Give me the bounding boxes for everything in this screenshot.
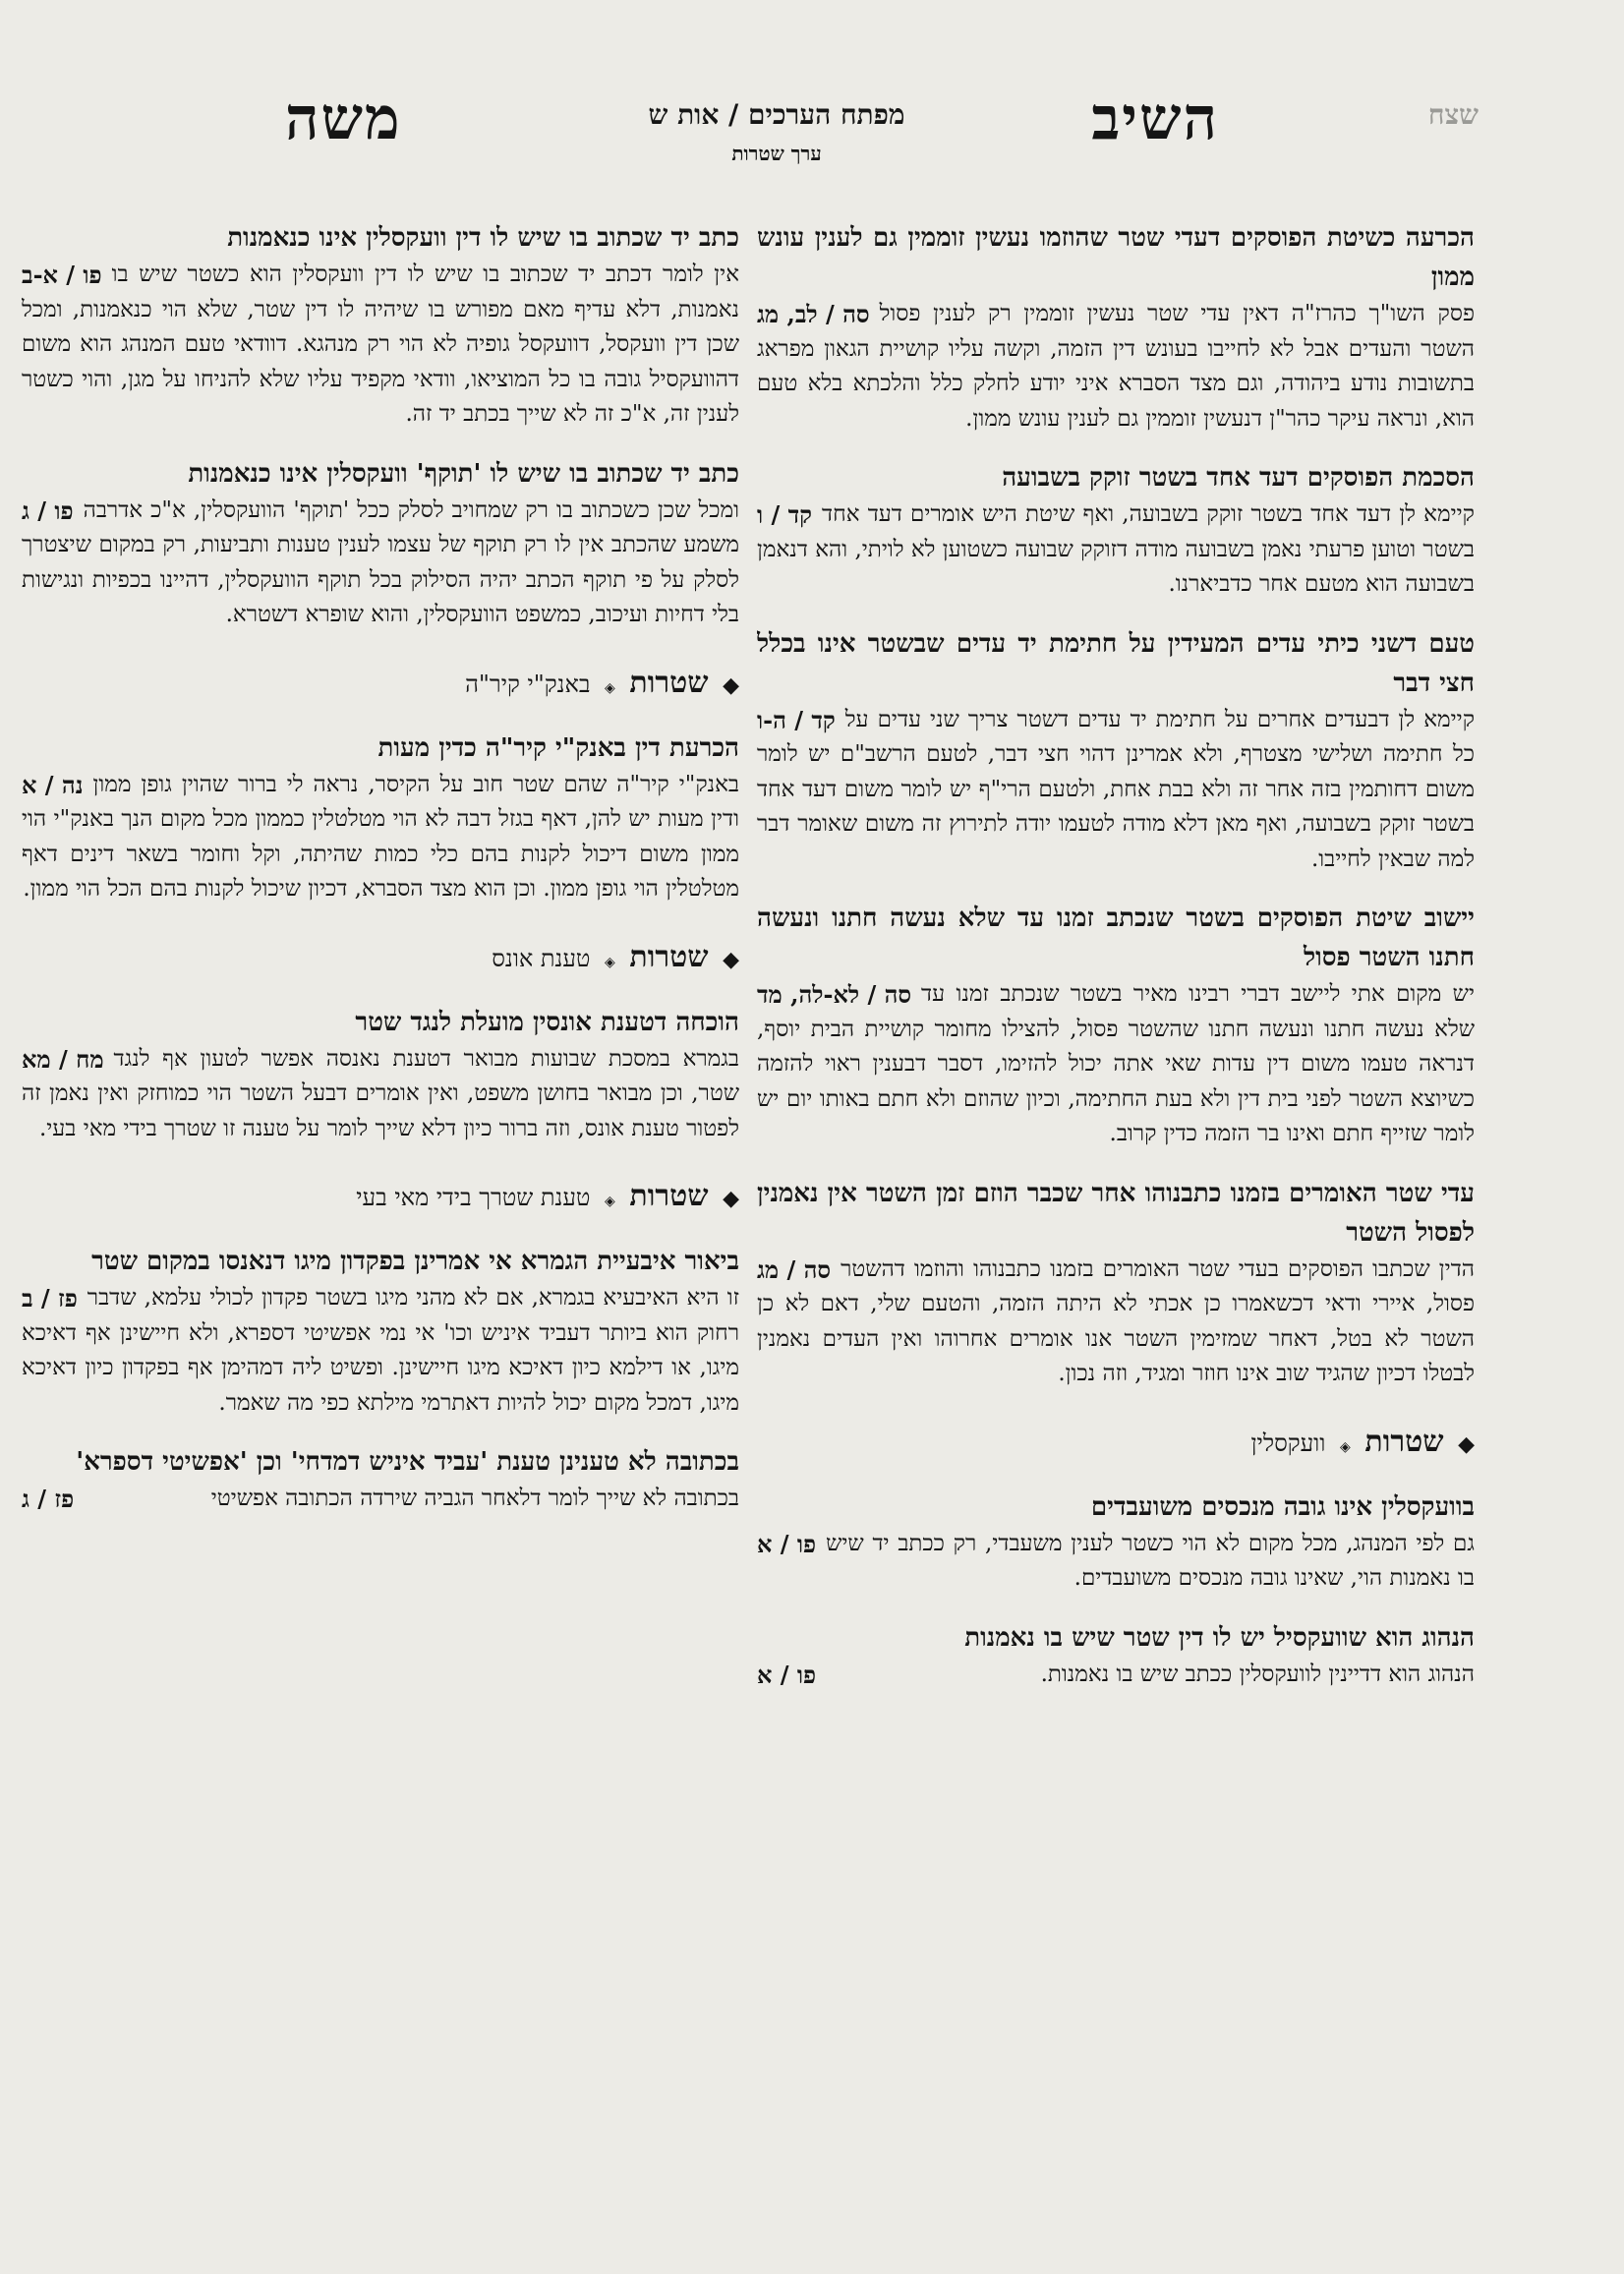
section-heading: [22, 663, 739, 709]
entry-title: טעם דשני כיתי עדים המעידין על חתימת יד עדים שבשטר אינו בכלל חצי דבר: [757, 628, 1475, 698]
entry: [757, 458, 1475, 603]
section-heading: [22, 937, 739, 983]
entry-body: הדין שכתבו הפוסקים בעדי שטר האומרים בזמנו כתבנוהו והוזמו דהשטר פסול, איירי ודאי דכשאמרו כן אכתי לא היתה הזמה, והטעם שלי, דאם לא כן השטר לא בטל, דאחר שמזימין השטר אנו אומרים אחרוהו ואין העדים נאמנין לבטלו דכיון שהגיד שוב אינו חוזר ומגיד, וזה נכון.: [757, 1255, 1475, 1386]
entry-body: קיימא לן דעד אחד בשטר זוקק בשבועה, ואף שיטת היש אומרים דעד אחד בשטר וטוען פרעתי נאמן בשבועה מודה דזוקק שבועה כשטוען לא לויתי, והא דנאמן בשבועה הוא מטעם אחר כדביארנו.: [757, 501, 1475, 597]
diamond-icon: ◆: [723, 947, 739, 972]
section-keyword: שטרות: [629, 665, 709, 700]
section-subtopic: וועקסלין: [1250, 1429, 1326, 1457]
entry-title: הכרעה כשיטת הפוסקים דעדי שטר שהוזמו נעשין זוממין גם לענין עונש ממון: [757, 223, 1475, 292]
entry: [22, 1003, 739, 1147]
entry-reference: מח / מא: [22, 1044, 104, 1074]
entry: [22, 1242, 739, 1421]
entry-reference: נה / א: [22, 770, 84, 799]
entry-body: הנהוג הוא דדיינין לוועקסלין ככתב שיש בו נאמנות.: [1040, 1661, 1475, 1687]
entry-reference: קד / ו: [757, 500, 813, 529]
entry-reference: פו / א-ב: [22, 261, 102, 289]
entry-body: זו היא האיבעיא בגמרא, אם לא מהני מיגו בשטר פקדון לכולי עלמא, שדבר רחוק הוא ביותר דעביד איניש וכו' אי נמי אפשיטי דספרא, ולא חיישינן אף דאיכא מיגו, או דילמא כיון דאיכא מיגו חיישינן. ופשיט ליה דמהימן אף בפקדון כיון דאיכא מיגו, דמכל מקום יכול להיות דאתרמי מילתא כפי מה שאמר.: [22, 1285, 739, 1416]
entry: [22, 729, 739, 907]
section-heading: [757, 1422, 1475, 1468]
entry-body: אין לומר דכתב יד שכתוב בו שיש לו דין וועקסלין הוא כשטר שיש בו נאמנות, דלא עדיף מאם מפורש בו שיהיה לו דין שטר, שלא הוי כנאמנות, ומכל שכן דין וועקסל, דוועקסל גופיה לא הוי רק מנהגא. דוודאי טעם המנהג הוא משום דהוועקסיל גובה בו כל המוציאו, וודאי מקפיד עליו שלא להניחו על מגן, והוי כשטר לענין זה, א"כ זה לא שייך בכתב יד זה.: [22, 262, 739, 427]
entry: [757, 624, 1475, 878]
bullet-icon: ◈: [605, 679, 615, 696]
entry: [22, 1442, 739, 1517]
right-column: [757, 218, 1475, 2244]
entry-title: בוועקסלין אינו גובה מנכסים משועבדים: [1090, 1491, 1475, 1522]
entry: [757, 1487, 1475, 1597]
section-keyword: שטרות: [629, 1179, 709, 1213]
entry-title: ביאור איבעיית הגמרא אי אמרינן בפקדון מיגו דנאנסו במקום שטר: [91, 1247, 739, 1276]
entry: [22, 218, 739, 433]
entry-reference: פו / א: [757, 1660, 817, 1689]
entry: [757, 1618, 1475, 1693]
entry-reference: סה / לב, מג: [757, 300, 870, 328]
diamond-icon: ◆: [723, 672, 739, 698]
bullet-icon: ◈: [605, 954, 615, 970]
entry-title: הוכחה דטענת אונסין מועלת לנגד שטר: [355, 1007, 739, 1037]
entry-reference: פו / ג: [22, 496, 74, 525]
section-subtopic: טענת שטרך בידי מאי בעי: [356, 1184, 591, 1211]
entry-body: בגמרא במסכת שבועות מבואר דטענת נאנסה אפשר לטעון אף לנגד שטר, וכן מבואר בחושן משפט, ואין אומרים דבעל השטר הוי כמוחזק ואין נאמן זה לפטור טענת אונס, וזה ברור כיון דלא שייך לומר על טענה זו שטרך בידי מאי בעי.: [22, 1045, 739, 1141]
entry-reference: פז / ג: [22, 1485, 75, 1513]
entry-body: בכתובה לא שייך לומר דלאחר הגביה שירדה הכתובה אפשיטי: [210, 1486, 739, 1511]
header-center-title: מפתח הערכים / אות ש: [648, 98, 905, 131]
entry-title: בכתובה לא טענינן טענת 'עביד איניש דמדחי' וכן 'אפשיטי דספרא': [76, 1447, 739, 1477]
entry-reference: קד / ה-ו: [757, 705, 836, 734]
section-heading: [22, 1176, 739, 1222]
entry-title: הסכמת הפוסקים דעד אחד בשטר זוקק בשבועה: [1002, 463, 1475, 493]
section-keyword: שטרות: [1364, 1424, 1444, 1459]
entry-body: ומכל שכן כשכתוב בו רק שמחויב לסלק ככל 'תוקף' הוועקסלין, א"כ אדרבה משמע שהכתב אין לו רק תוקף של עצמו לענין טענות ותביעות, רק במקום שיצטרך לסלק על פי תוקף הכתב יהיה הסילוק בכל תוקף הוועקסלין, דהיינו בכפיות ונגישות בלי דחיות ועיכוב, כמשפט הוועקסלין, והוא שופרא דשטרא.: [22, 496, 739, 627]
left-column: [22, 218, 739, 2244]
entry-body: גם לפי המנהג, מכל מקום לא הוי כשטר לענין משעבדי, רק ככתב יד שיש בו נאמנות הוי, שאינו גובה מנכסים משועבדים.: [826, 1530, 1475, 1591]
page-number-corner: שצח: [1427, 98, 1479, 131]
entry-body: יש מקום אתי ליישב דברי רבינו מאיר בשטר שנכתב זמנו עד שלא נעשה חתנו ונעשה חתנו שהשטר פסול, להצילו מחומר קושיית הבית יוסף, דנראה טעמו משום דין עדות שאי אתה יכול להזימו, דסבר דבענין ראוי להזמה כשיוצא השטר לפני בית דין ולא בעת החתימה, וכיון שהוזם ולא חתם באותו יום יש לומר שזייף חתם ואינו בר הזמה כדין קרוב.: [757, 981, 1475, 1146]
entry-reference: פו / א: [757, 1529, 817, 1558]
page-header: [39, 77, 1514, 195]
entry-body: פסק השו"ך כהרז"ה דאין עדי שטר נעשין זוממין רק לענין פסול השטר והעדים אבל לא לחייבו בעונש דין הזמה, וקשה עליו קושיית הגאון מפראג בתשובות נודע ביהודה, וגם מצד הסברא איני יודע לחלק כלל והלכתא בלא טעם הוא, ונראה עיקר כהר"ן דנעשין זוממין גם לענין עונש ממון.: [757, 301, 1475, 432]
bullet-icon: ◈: [1340, 1438, 1351, 1455]
entry: [757, 899, 1475, 1152]
entry-title: כתב יד שכתוב בו שיש לו דין וועקסלין אינו כנאמנות: [227, 223, 739, 253]
header-center-subtitle: ערך שטרות: [731, 142, 822, 165]
entry-body: קיימא לן דבעדים אחרים על חתימת יד עדים דשטר צריך שני עדים על כל חתימה ושלישי מצטרף, ולא אמרינן דהוי חצי דבר, לטעם הרשב"ם יש לומר משום דחותמין בזה אחר זה ולא בבת אחת, ולטעם הרי"ף יש לומר משום דעד אחד בשטר זוקק בשבועה, ואף מאן דלא מודה לטעמו יודה לתירוץ זה משום שאומר דבר למה שבאין לחייבו.: [757, 706, 1475, 872]
entry-reference: סה / מג: [757, 1254, 832, 1284]
entry: [757, 218, 1475, 437]
diamond-icon: ◆: [1458, 1431, 1475, 1457]
header-word-left: משה: [285, 85, 402, 153]
bullet-icon: ◈: [605, 1194, 615, 1209]
section-subtopic: באנק"י קיר"ה: [465, 670, 591, 698]
header-word-right: השיב: [1091, 85, 1219, 153]
entry-title: הנהוג הוא שוועקסיל יש לו דין שטר שיש בו נאמנות: [964, 1622, 1475, 1653]
entry: [22, 454, 739, 633]
entry-body: באנק"י קיר"ה שהם שטר חוב על הקיסר, נראה לי ברור שהוין גופן ממון ודין מעות יש להן, דאף בגזל דבה לא הוי מטלטלין כממון מכל מקום הנך באנק"י הוי ממון משום דיכול לקנות בהם כלי כמות שהיתה, וקל וחומר בשאר דינים דאף מטלטלין הוי גופן ממון. וכן הוא מצד הסברא, דכיון שיכול לקנות בהם הכל הוי ממון.: [22, 771, 739, 902]
entry-title: הכרעת דין באנק"י קיר"ה כדין מעות: [377, 732, 739, 763]
entry-title: יישוב שיטת הפוסקים בשטר שנכתב זמנו עד שלא נעשה חתנו ונעשה חתנו השטר פסול: [757, 904, 1475, 972]
entry-reference: פז / ב: [22, 1284, 78, 1312]
diamond-icon: ◆: [723, 1187, 739, 1211]
entry: [757, 1174, 1475, 1392]
entry-title: עדי שטר האומרים בזמנו כתבנוהו אחר שכבר הוזם זמן השטר אין נאמנין לפסול השטר: [757, 1178, 1475, 1248]
section-keyword: שטרות: [629, 939, 709, 974]
section-subtopic: טענת אונס: [492, 944, 591, 972]
entry-reference: סה / לא-לה, מד: [757, 980, 912, 1009]
entry-title: כתב יד שכתוב בו שיש לו 'תוקף' וועקסלין אינו כנאמנות: [188, 458, 739, 489]
